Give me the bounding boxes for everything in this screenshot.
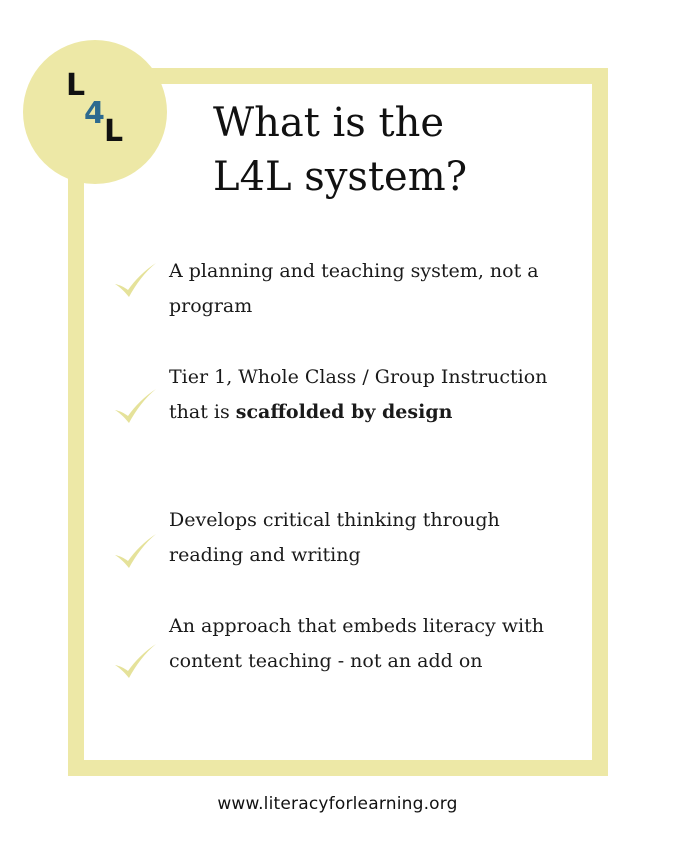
list-item-text-bold: scaffolded by design — [235, 401, 453, 423]
logo-number-4: 4 — [84, 96, 105, 131]
page-title — [213, 96, 467, 204]
checkmark-icon — [112, 386, 158, 426]
list-item — [112, 360, 552, 465]
footer-url: www.literacyforlearning.org — [217, 794, 458, 814]
checkmark-icon — [112, 531, 158, 571]
logo-letter-l-bottom: L — [104, 114, 124, 149]
list-item-text: Develops critical thinking through reading and writing — [169, 509, 500, 566]
list-item — [112, 254, 552, 324]
title-line-2: L4L system? — [213, 154, 468, 200]
list-item — [112, 609, 552, 679]
checkmark-icon — [112, 260, 158, 300]
logo-letter-l-top: L — [66, 68, 86, 103]
list-item — [112, 503, 552, 573]
list-item-text — [169, 360, 559, 430]
checkmark-icon — [112, 641, 158, 681]
list-item-text: An approach that embeds literacy with content teaching - not an add on — [169, 615, 544, 672]
list-item-text-regular: Tier 1, Whole Class / Group Instruction that is — [169, 366, 548, 423]
title-line-1: What is the — [213, 100, 445, 146]
list-item-text: A planning and teaching system, not a program — [169, 260, 539, 317]
